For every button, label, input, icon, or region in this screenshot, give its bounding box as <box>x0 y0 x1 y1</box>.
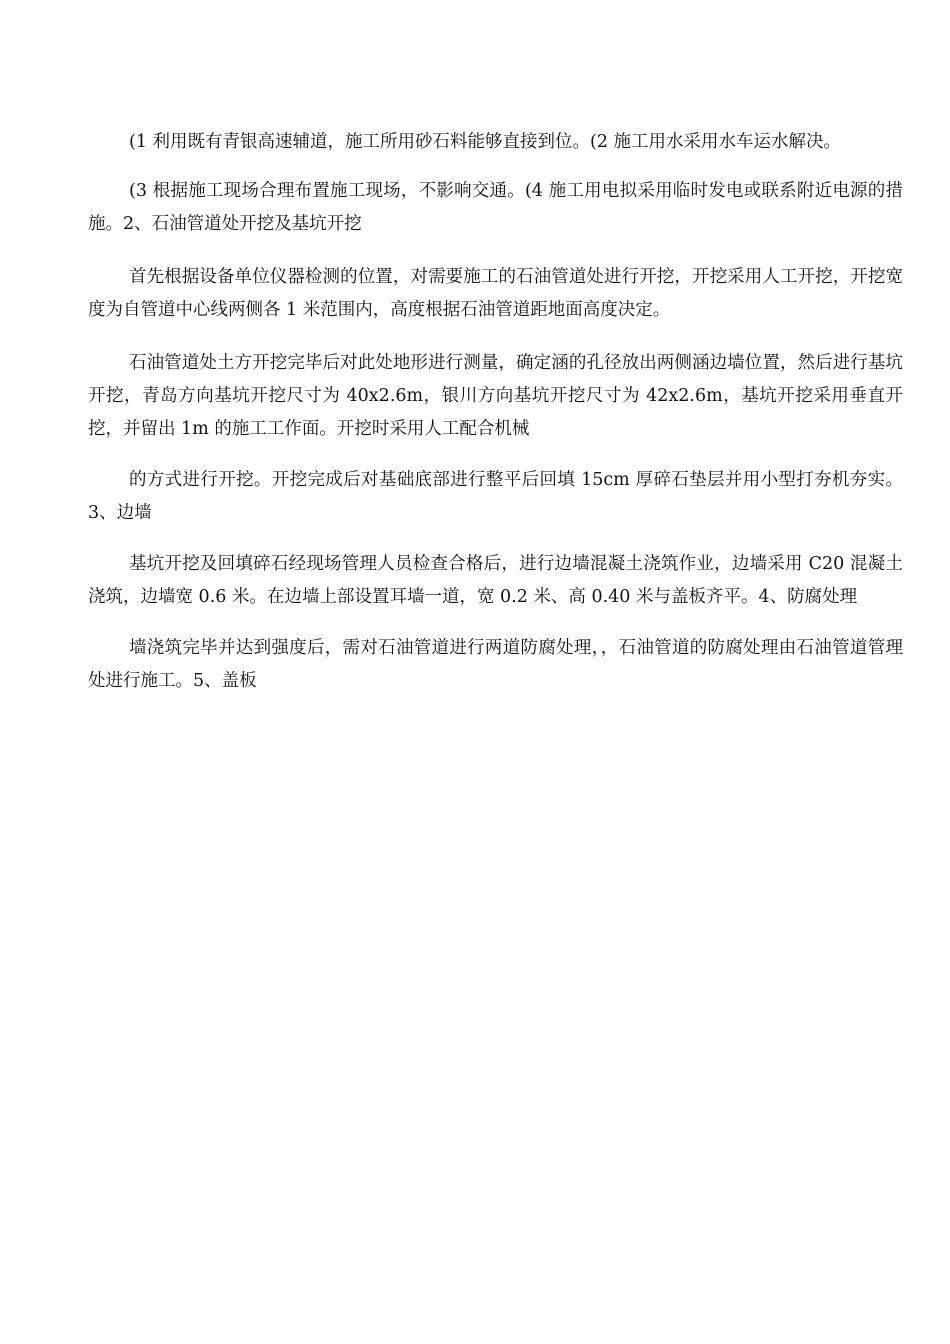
paragraph-site-access-water: (1 利用既有青银高速辅道，施工所用砂石料能够直接到位。(2 施工用水采用水车运水解决。 <box>129 132 842 152</box>
paragraph-gravel-backfill: 的方式进行开挖。开挖完成后对基础底部进行整平后回填 15cm 厚碎石垫层并用小型打夯机夯实。3、边墙 <box>88 470 903 523</box>
paragraph-foundation-pit-excavation: 石油管道处土方开挖完毕后对此处地形进行测量，确定涵的孔径放出两侧涵边墙位置，然后进行基坑开挖，青岛方向基坑开挖尺寸为 40x2.6m，银川方向基坑开挖尺寸为 42x2.6m，基坑开挖采用垂直开挖，并留出 1m 的施工工作面。开挖时采用人工配合机械 <box>88 353 903 439</box>
paragraph-side-wall-concrete: 基坑开挖及回填碎石经现场管理人员检查合格后，进行边墙混凝土浇筑作业，边墙采用 C20 混凝土浇筑，边墙宽 0.6 米。在边墙上部设置耳墙一道，宽 0.2 米、高 0.40 米与盖板齐平。4、防腐处理 <box>88 554 903 607</box>
paragraph-pipeline-excavation: 首先根据设备单位仪器检测的位置，对需要施工的石油管道处进行开挖，开挖采用人工开挖，开挖宽度为自管道中心线两侧各 1 米范围内，高度根据石油管道距地面高度决定。 <box>88 267 903 320</box>
paragraph-site-layout-power: (3 根据施工现场合理布置施工现场，不影响交通。(4 施工用电拟采用临时发电或联系附近电源的措施。2、石油管道处开挖及基坑开挖 <box>88 181 903 234</box>
document-body <box>88 126 903 716</box>
paragraph-anticorrosion: 墙浇筑完毕并达到强度后，需对石油管道进行两道防腐处理，，石油管道的防腐处理由石油管道管理处进行施工。5、盖板 <box>88 638 903 691</box>
